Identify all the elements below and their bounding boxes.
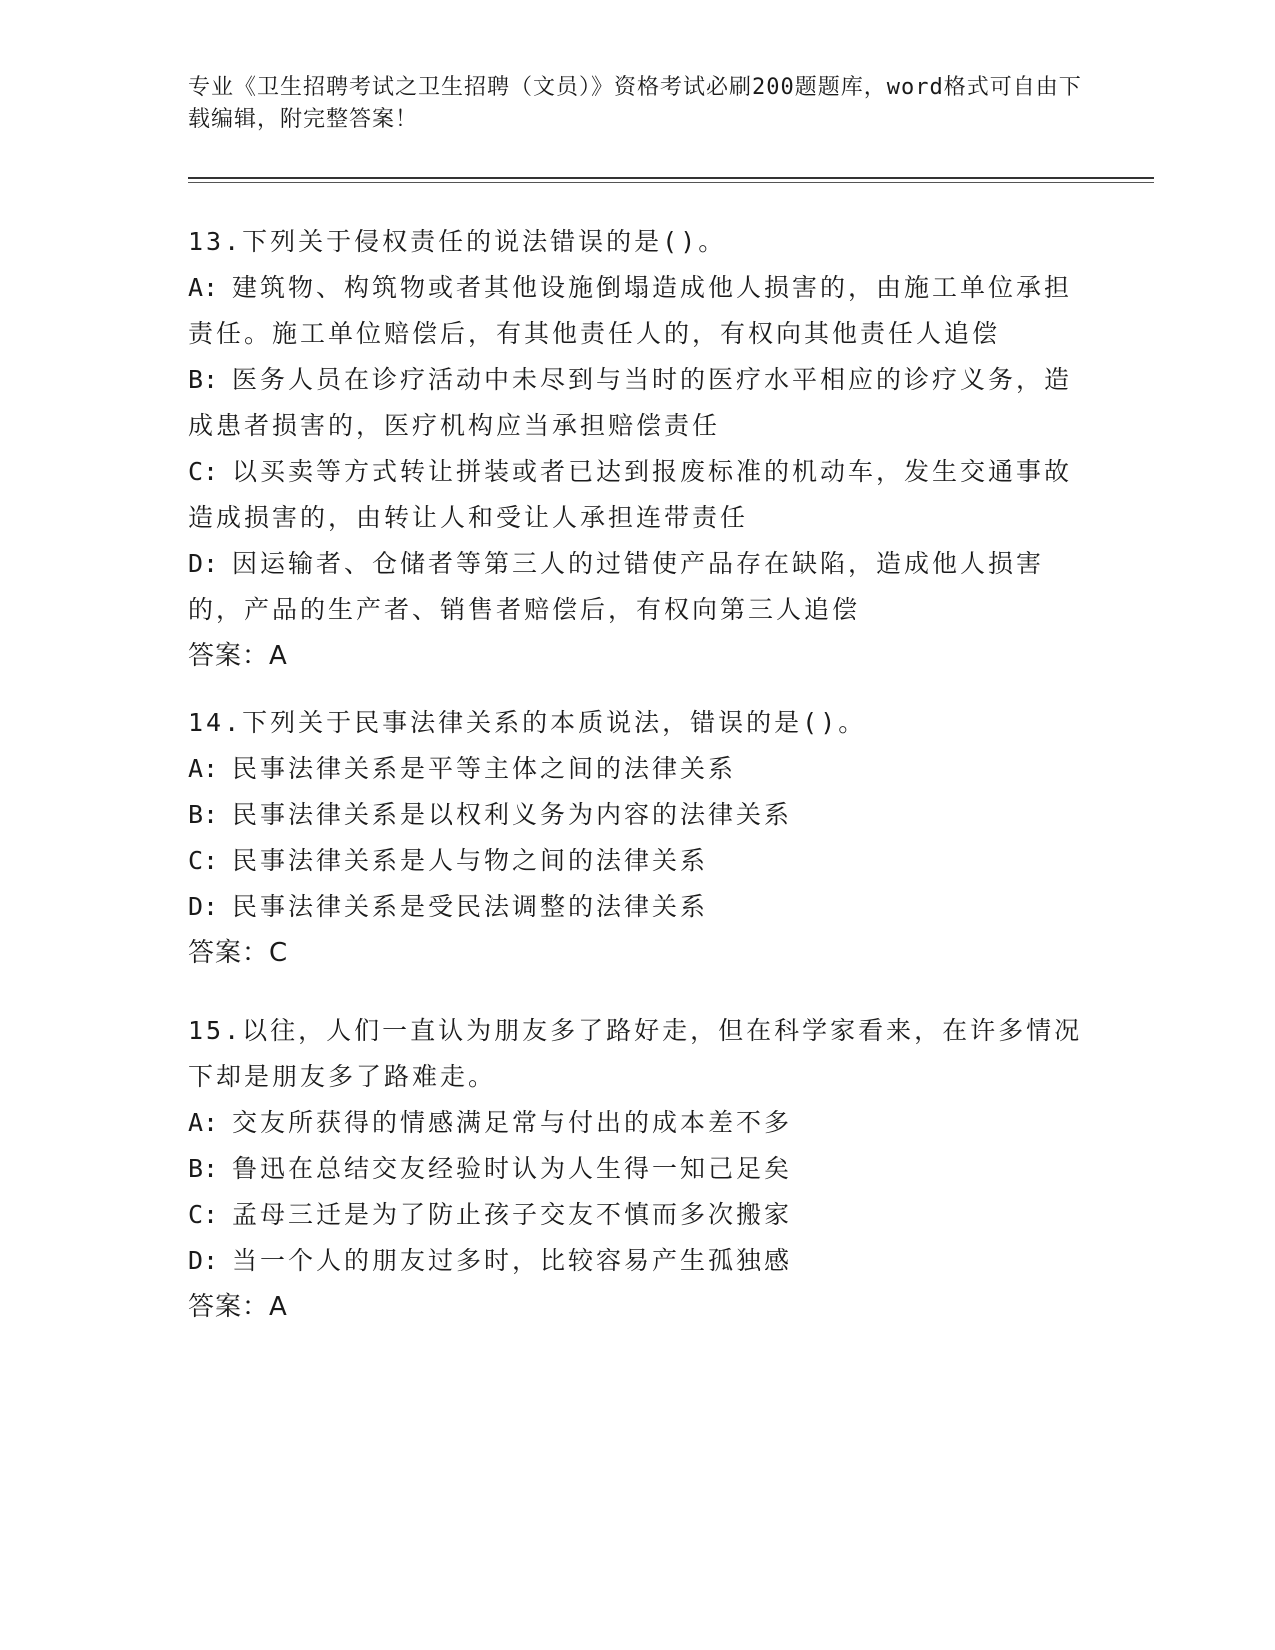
option-letter: A: [188, 1108, 219, 1137]
option-letter: D: [188, 1246, 219, 1275]
question-stem: 14.下列关于民事法律关系的本质说法，错误的是()。 [188, 708, 867, 737]
option-a [188, 265, 1088, 357]
option-letter: C: [188, 846, 219, 875]
option-text: 鲁迅在总结交友经验时认为人生得一知己足矣 [232, 1154, 793, 1183]
option-text: 民事法律关系是以权利义务为内容的法律关系 [232, 800, 793, 829]
option-c [188, 838, 1088, 884]
option-c [188, 1192, 1088, 1238]
option-c [188, 449, 1088, 541]
option-b [188, 792, 1088, 838]
option-text: 医务人员在诊疗活动中未尽到与当时的医疗水平相应的诊疗义务，造成患者损害的，医疗机构应当承担赔偿责任 [188, 365, 1073, 440]
option-letter: D: [188, 892, 219, 921]
option-a [188, 746, 1088, 792]
question-stem: 13.下列关于侵权责任的说法错误的是()。 [188, 227, 727, 256]
header-divider-thick [188, 177, 1154, 179]
option-letter: A: [188, 754, 219, 783]
option-letter: C: [188, 457, 219, 486]
question-15 [188, 1008, 1088, 1330]
option-d [188, 1238, 1088, 1284]
option-text: 民事法律关系是受民法调整的法律关系 [232, 892, 709, 921]
option-d [188, 541, 1088, 633]
option-text: 民事法律关系是平等主体之间的法律关系 [232, 754, 737, 783]
option-letter: B: [188, 800, 219, 829]
option-text: 当一个人的朋友过多时，比较容易产生孤独感 [232, 1246, 793, 1275]
question-stem: 15.以往，人们一直认为朋友多了路好走，但在科学家看来，在许多情况下却是朋友多了路难走。 [188, 1016, 1083, 1091]
option-d [188, 884, 1088, 930]
option-text: 孟母三迁是为了防止孩子交友不慎而多次搬家 [232, 1200, 793, 1229]
option-letter: D: [188, 549, 219, 578]
answer-label: 答案：C [188, 938, 289, 968]
answer-label: 答案：A [188, 1292, 288, 1322]
answer-label: 答案：A [188, 641, 288, 671]
option-letter: C: [188, 1200, 219, 1229]
option-letter: A: [188, 273, 219, 302]
question-13 [188, 219, 1088, 679]
option-text: 因运输者、仓储者等第三人的过错使产品存在缺陷，造成他人损害的，产品的生产者、销售者赔偿后，有权向第三人追偿 [188, 549, 1045, 624]
option-text: 以买卖等方式转让拼装或者已达到报废标准的机动车，发生交通事故造成损害的，由转让人和受让人承担连带责任 [188, 457, 1073, 532]
option-text: 交友所获得的情感满足常与付出的成本差不多 [232, 1108, 793, 1137]
option-letter: B: [188, 1154, 219, 1183]
option-text: 建筑物、构筑物或者其他设施倒塌造成他人损害的，由施工单位承担责任。施工单位赔偿后，有其他责任人的，有权向其他责任人追偿 [188, 273, 1073, 348]
page-header: 专业《卫生招聘考试之卫生招聘（文员）》资格考试必刷200题题库，word格式可自由下载编辑，附完整答案！ [188, 75, 1082, 132]
option-a [188, 1100, 1088, 1146]
option-b [188, 357, 1088, 449]
header-divider-thin [188, 182, 1154, 183]
option-b [188, 1146, 1088, 1192]
option-letter: B: [188, 365, 219, 394]
option-text: 民事法律关系是人与物之间的法律关系 [232, 846, 709, 875]
question-14 [188, 700, 1088, 976]
